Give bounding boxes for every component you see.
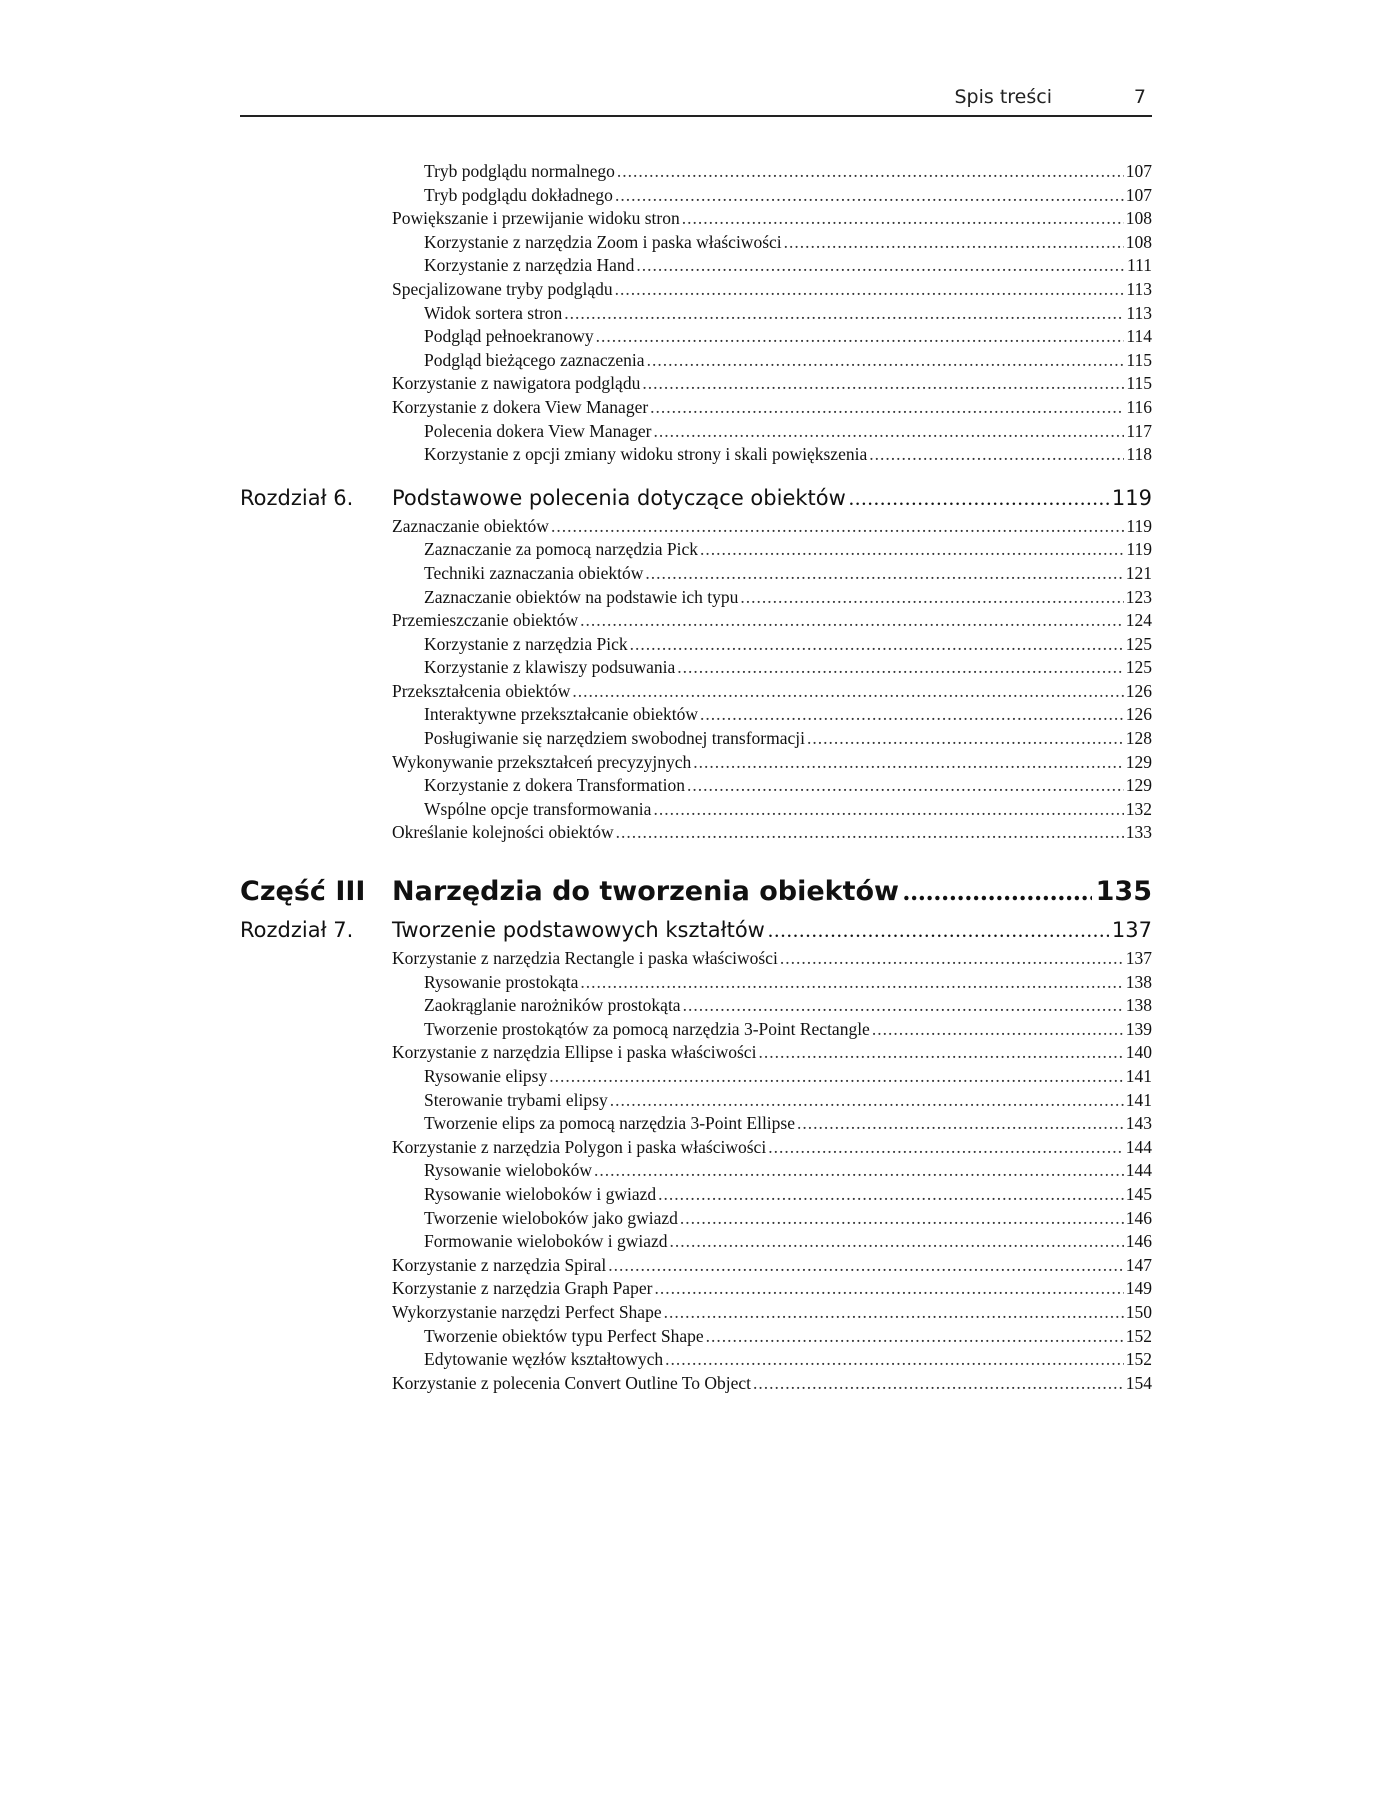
entry-title: Określanie kolejności obiektów <box>392 822 614 843</box>
dot-leader <box>706 1325 1124 1349</box>
entry-title: Korzystanie z narzędzia Polygon i paska właściwości <box>392 1136 767 1157</box>
dot-leader <box>596 325 1125 349</box>
toc-section-entry <box>392 609 1152 633</box>
toc-section-entry <box>392 1301 1152 1325</box>
toc-section-entry <box>392 751 1152 775</box>
chapter-label: Rozdział 7. <box>240 918 354 943</box>
toc-subsection-entry <box>424 325 1152 349</box>
dot-leader <box>551 515 1124 539</box>
dot-leader <box>617 160 1124 184</box>
entry-page-number: 150 <box>1125 1301 1152 1322</box>
entry-title: Tryb podglądu dokładnego <box>424 184 613 205</box>
toc-subsection-entry <box>424 703 1152 727</box>
entry-page-number: 129 <box>1125 775 1152 796</box>
part-label: Część III <box>240 876 366 908</box>
dot-leader <box>564 302 1124 326</box>
entry-title: Korzystanie z narzędzia Ellipse i paska właściwości <box>392 1042 757 1063</box>
entry-page-number: 123 <box>1125 586 1152 607</box>
entry-page-number: 143 <box>1125 1113 1152 1134</box>
toc-section-entry <box>392 372 1152 396</box>
entry-title: Korzystanie z narzędzia Graph Paper <box>392 1278 653 1299</box>
entry-page-number: 118 <box>1126 444 1152 465</box>
toc-section-entry <box>392 278 1152 302</box>
dot-leader <box>700 538 1124 562</box>
chapter-heading-6 <box>240 481 1152 515</box>
toc-subsection-entry <box>424 633 1152 657</box>
entry-page-number: 149 <box>1125 1278 1152 1299</box>
toc-section-entry <box>392 1254 1152 1278</box>
toc-subsection-entry <box>424 798 1152 822</box>
dot-leader <box>610 1089 1124 1113</box>
toc-block-chapter5-continued <box>240 160 1152 467</box>
toc-subsection-entry <box>424 1183 1152 1207</box>
dot-leader <box>549 1065 1124 1089</box>
dot-leader <box>654 1277 1123 1301</box>
entry-title: Podgląd pełnoekranowy <box>424 326 594 347</box>
toc-block-chapter6 <box>240 515 1152 845</box>
dot-leader <box>630 633 1124 657</box>
toc-section-entry <box>392 396 1152 420</box>
header-rule <box>240 115 1152 117</box>
entry-page-number: 141 <box>1125 1089 1152 1110</box>
entry-title: Edytowanie węzłów kształtowych <box>424 1349 664 1370</box>
entry-page-number: 144 <box>1125 1136 1152 1157</box>
entry-page-number: 138 <box>1125 995 1152 1016</box>
entry-title: Korzystanie z opcji zmiany widoku strony i skali powiększenia <box>424 444 868 465</box>
entry-title: Tryb podglądu normalnego <box>424 161 615 181</box>
dot-leader <box>784 231 1124 255</box>
dot-leader <box>665 1348 1124 1372</box>
dot-leader <box>650 396 1124 420</box>
entry-page-number: 107 <box>1125 161 1152 181</box>
entry-page-number: 140 <box>1125 1042 1152 1063</box>
entry-page-number: 146 <box>1125 1231 1152 1252</box>
dot-leader <box>797 1112 1124 1136</box>
entry-page-number: 152 <box>1125 1349 1152 1370</box>
dot-leader <box>680 1207 1124 1231</box>
dot-leader <box>616 821 1124 845</box>
dot-leader <box>580 609 1124 633</box>
entry-page-number: 111 <box>1127 255 1152 276</box>
entry-title: Tworzenie prostokątów za pomocą narzędzia 3-Point Rectangle <box>424 1018 870 1039</box>
chapter-page-number: 119 <box>1111 485 1152 510</box>
dot-leader <box>647 349 1125 373</box>
running-head-title: Spis treści <box>954 86 1052 108</box>
entry-title: Wykorzystanie narzędzi Perfect Shape <box>392 1301 662 1322</box>
dot-leader <box>687 774 1124 798</box>
entry-page-number: 141 <box>1125 1066 1152 1086</box>
entry-page-number: 116 <box>1126 396 1152 417</box>
entry-page-number: 146 <box>1125 1207 1152 1228</box>
entry-title: Tworzenie elips za pomocą narzędzia 3-Point Ellipse <box>424 1113 795 1134</box>
entry-page-number: 125 <box>1125 633 1152 654</box>
table-of-contents <box>240 160 1152 1395</box>
entry-page-number: 126 <box>1125 704 1152 725</box>
entry-page-number: 145 <box>1125 1183 1152 1204</box>
entry-page-number: 129 <box>1125 751 1152 772</box>
dot-leader <box>869 443 1124 467</box>
entry-page-number: 139 <box>1125 1018 1152 1039</box>
toc-section-entry <box>392 1277 1152 1301</box>
toc-subsection-entry <box>424 1230 1152 1254</box>
dot-leader <box>572 680 1123 704</box>
toc-subsection-entry <box>424 1159 1152 1183</box>
entry-page-number: 119 <box>1126 539 1152 560</box>
entry-page-number: 119 <box>1126 515 1152 536</box>
page-number: 7 <box>1133 86 1146 108</box>
toc-subsection-entry <box>424 443 1152 467</box>
entry-title: Widok sortera stron <box>424 302 563 323</box>
toc-section-entry <box>392 821 1152 845</box>
dot-leader <box>683 994 1124 1018</box>
dot-leader <box>758 1041 1123 1065</box>
entry-title: Formowanie wieloboków i gwiazd <box>424 1231 668 1252</box>
entry-page-number: 137 <box>1125 948 1152 969</box>
toc-subsection-entry <box>424 420 1152 444</box>
entry-page-number: 128 <box>1125 728 1152 749</box>
toc-subsection-entry <box>424 184 1152 208</box>
entry-page-number: 115 <box>1126 373 1152 394</box>
entry-page-number: 138 <box>1125 971 1152 992</box>
entry-page-number: 154 <box>1125 1372 1152 1393</box>
toc-section-entry <box>392 1372 1152 1396</box>
entry-title: Przekształcenia obiektów <box>392 680 571 701</box>
dot-leader <box>740 586 1123 610</box>
toc-subsection-entry <box>424 349 1152 373</box>
entry-title: Korzystanie z nawigatora podglądu <box>392 373 641 394</box>
chapter-title: Podstawowe polecenia dotyczące obiektów <box>392 485 846 510</box>
entry-page-number: 126 <box>1125 680 1152 701</box>
part-page-number: 135 <box>1095 876 1152 908</box>
toc-block-chapter7 <box>240 947 1152 1395</box>
entry-title: Korzystanie z dokera View Manager <box>392 396 649 417</box>
toc-section-entry <box>392 1041 1152 1065</box>
dot-leader <box>615 278 1125 302</box>
dot-leader <box>654 420 1125 444</box>
dot-leader <box>608 1254 1123 1278</box>
dot-leader <box>645 562 1123 586</box>
toc-section-entry <box>392 515 1152 539</box>
toc-subsection-entry <box>424 774 1152 798</box>
dot-leader <box>849 481 1109 515</box>
entry-title: Polecenia dokera View Manager <box>424 420 652 441</box>
toc-subsection-entry <box>424 971 1152 995</box>
toc-subsection-entry <box>424 1207 1152 1231</box>
entry-title: Interaktywne przekształcanie obiektów <box>424 704 699 725</box>
entry-title: Powiększanie i przewijanie widoku stron <box>392 208 680 229</box>
entry-page-number: 125 <box>1125 657 1152 678</box>
dot-leader <box>653 798 1123 822</box>
entry-title: Specjalizowane tryby podglądu <box>392 278 613 299</box>
toc-subsection-entry <box>424 231 1152 255</box>
dot-leader <box>768 913 1109 947</box>
toc-subsection-entry <box>424 1348 1152 1372</box>
entry-title: Rysowanie wieloboków i gwiazd <box>424 1183 657 1204</box>
dot-leader <box>580 971 1123 995</box>
entry-page-number: 147 <box>1125 1254 1152 1275</box>
entry-page-number: 115 <box>1126 349 1152 370</box>
toc-section-entry <box>392 947 1152 971</box>
entry-page-number: 114 <box>1126 326 1152 347</box>
dot-leader <box>768 1136 1124 1160</box>
dot-leader <box>903 869 1092 913</box>
chapter-heading-7 <box>240 913 1152 947</box>
entry-title: Rysowanie prostokąta <box>424 971 579 992</box>
entry-title: Tworzenie wieloboków jako gwiazd <box>424 1207 678 1228</box>
dot-leader <box>693 751 1124 775</box>
entry-title: Techniki zaznaczania obiektów <box>424 562 644 583</box>
entry-title: Korzystanie z narzędzia Zoom i paska właściwości <box>424 231 782 252</box>
entry-page-number: 113 <box>1126 302 1152 323</box>
dot-leader <box>807 727 1124 751</box>
entry-title: Rysowanie wieloboków <box>424 1160 592 1181</box>
dot-leader <box>753 1372 1124 1396</box>
toc-subsection-entry <box>424 160 1152 184</box>
toc-subsection-entry <box>424 1325 1152 1349</box>
toc-subsection-entry <box>424 586 1152 610</box>
entry-page-number: 117 <box>1126 420 1152 441</box>
toc-subsection-entry <box>424 656 1152 680</box>
dot-leader <box>642 372 1124 396</box>
entry-title: Zaokrąglanie narożników prostokąta <box>424 995 681 1016</box>
entry-title: Zaznaczanie za pomocą narzędzia Pick <box>424 539 698 560</box>
entry-title: Rysowanie elipsy <box>424 1066 548 1086</box>
dot-leader <box>664 1301 1124 1325</box>
running-head <box>240 86 1152 114</box>
dot-leader <box>636 254 1125 278</box>
part-heading-3 <box>240 869 1152 913</box>
entry-title: Sterowanie trybami elipsy <box>424 1089 608 1110</box>
entry-title: Zaznaczanie obiektów na podstawie ich typu <box>424 586 739 607</box>
chapter-label: Rozdział 6. <box>240 485 354 510</box>
toc-subsection-entry <box>424 1089 1152 1113</box>
dot-leader <box>780 947 1124 971</box>
toc-subsection-entry <box>424 538 1152 562</box>
toc-subsection-entry <box>424 302 1152 326</box>
entry-title: Wykonywanie przekształceń precyzyjnych <box>392 751 692 772</box>
toc-section-entry <box>392 207 1152 231</box>
entry-title: Korzystanie z polecenia Convert Outline To Object <box>392 1372 752 1393</box>
dot-leader <box>677 656 1124 680</box>
entry-page-number: 108 <box>1125 231 1152 252</box>
entry-page-number: 113 <box>1126 278 1152 299</box>
toc-subsection-entry <box>424 562 1152 586</box>
dot-leader <box>670 1230 1124 1254</box>
part-title: Narzędzia do tworzenia obiektów <box>392 876 899 908</box>
dot-leader <box>594 1159 1124 1183</box>
entry-title: Przemieszczanie obiektów <box>392 610 579 631</box>
entry-title: Korzystanie z klawiszy podsuwania <box>424 657 676 678</box>
entry-title: Korzystanie z narzędzia Hand <box>424 255 635 276</box>
entry-page-number: 152 <box>1125 1325 1152 1346</box>
toc-subsection-entry <box>424 1065 1152 1089</box>
entry-title: Zaznaczanie obiektów <box>392 515 549 536</box>
dot-leader <box>658 1183 1124 1207</box>
entry-page-number: 121 <box>1125 562 1152 583</box>
toc-section-entry <box>392 680 1152 704</box>
chapter-title: Tworzenie podstawowych kształtów <box>392 918 765 943</box>
entry-page-number: 107 <box>1125 184 1152 205</box>
entry-title: Korzystanie z dokera Transformation <box>424 775 685 796</box>
dot-leader <box>615 184 1124 208</box>
toc-subsection-entry <box>424 254 1152 278</box>
entry-title: Posługiwanie się narzędziem swobodnej transformacji <box>424 728 806 749</box>
toc-subsection-entry <box>424 994 1152 1018</box>
toc-section-entry <box>392 1136 1152 1160</box>
entry-page-number: 144 <box>1125 1160 1152 1181</box>
entry-title: Wspólne opcje transformowania <box>424 798 652 819</box>
dot-leader <box>872 1018 1124 1042</box>
dot-leader <box>700 703 1124 727</box>
chapter-page-number: 137 <box>1111 918 1152 943</box>
entry-page-number: 133 <box>1125 822 1152 843</box>
entry-page-number: 124 <box>1125 610 1152 631</box>
entry-title: Tworzenie obiektów typu Perfect Shape <box>424 1325 704 1346</box>
dot-leader <box>682 207 1124 231</box>
entry-page-number: 132 <box>1125 798 1152 819</box>
toc-subsection-entry <box>424 727 1152 751</box>
toc-subsection-entry <box>424 1018 1152 1042</box>
entry-title: Korzystanie z narzędzia Rectangle i paska właściwości <box>392 948 778 969</box>
entry-title: Podgląd bieżącego zaznaczenia <box>424 349 645 370</box>
entry-title: Korzystanie z narzędzia Pick <box>424 633 628 654</box>
entry-title: Korzystanie z narzędzia Spiral <box>392 1254 607 1275</box>
entry-page-number: 108 <box>1125 208 1152 229</box>
toc-subsection-entry <box>424 1112 1152 1136</box>
